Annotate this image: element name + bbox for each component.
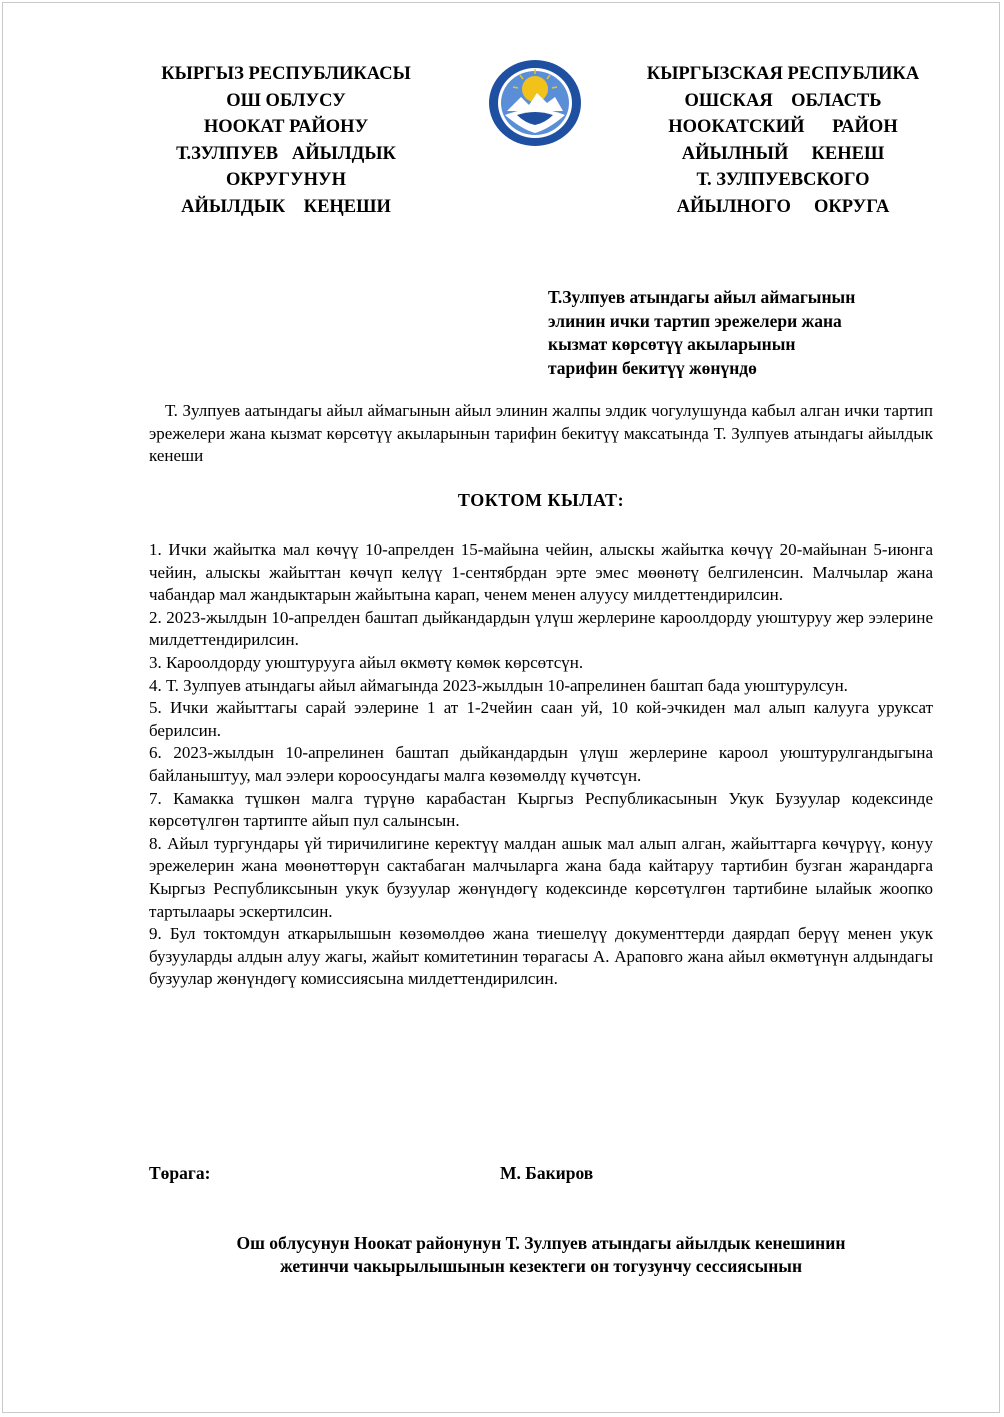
decree-item: 6. 2023-жылдын 10-апрелинен баштап дыйкандардын үлүш жерлерине кароол уюштурулгандыгына байланыштуу, мал ээлери короосундагы малга көзөмөлдү күчөтсүн. bbox=[149, 743, 933, 785]
header-kyrgyz-block bbox=[136, 61, 436, 220]
footer-line: Ош облусунун Ноокат районунун Т. Зулпуев атындагы айылдык кенешинин bbox=[236, 1233, 846, 1253]
header-right-line: АЙЫЛНОГО ОКРУГА bbox=[676, 196, 890, 217]
header-left-line: ОКРУГУНУН bbox=[226, 170, 346, 190]
document-subject bbox=[548, 286, 948, 380]
subject-line: элинин ички тартип эрежелери жана bbox=[548, 310, 842, 331]
header-left-line: Т.ЗУЛПУЕВ АЙЫЛДЫК bbox=[176, 143, 396, 164]
preamble-paragraph: Т. Зулпуев аатындагы айыл аймагынын айыл элинин жалпы элдик чогулушунда кабыл алган ички тартип эрежелери жана кызмат көрсөтүү акыларынын тарифин бекитүү максатында Т. Зулпуев атындагы айылдык кенеши bbox=[149, 401, 933, 466]
subject-line: кызмат көрсөтүү акыларынын bbox=[548, 334, 796, 354]
subject-line: тарифин бекитүү жөнүндө bbox=[548, 357, 757, 378]
header-left-line: АЙЫЛДЫК КЕҢЕШИ bbox=[181, 196, 391, 217]
decree-item: 9. Бул токтомдун аткарылышын көзөмөлдөө жана тиешелүү документтерди даярдап берүү менен укук бузууларды алдын алуу жагы, жайыт комитетинин төрагасы А. Араповго жана айыл өкмөтүнүн алдындагы бузуулар жөнүндөгү комиссиясына милдеттендирилсин. bbox=[149, 924, 933, 989]
header-right-line: Т. ЗУЛПУЕВСКОГО bbox=[696, 170, 870, 190]
signature-label: Төрага: bbox=[149, 1163, 211, 1183]
document-page bbox=[2, 2, 1000, 1413]
header-right-line: ОШСКАЯ ОБЛАСТЬ bbox=[684, 90, 882, 111]
header-left-line: ОШ ОБЛУСУ bbox=[226, 90, 346, 111]
header-russian-block bbox=[618, 61, 948, 220]
state-emblem-icon bbox=[487, 59, 583, 147]
session-footer bbox=[149, 1232, 933, 1278]
header-right-line: НООКАТСКИЙ РАЙОН bbox=[668, 117, 898, 137]
footer-line: жетинчи чакырылышынын кезектеги он тогузунчу сессиясынын bbox=[279, 1256, 803, 1276]
decree-item: 7. Камакка түшкөн малга түрүнө карабастан Кыргыз Республикасынын Укук Бузуулар кодексинде көрсөтүлгөн тартипте айып пул салынсын. bbox=[149, 788, 933, 831]
decree-items-list bbox=[149, 539, 933, 991]
header-left-line: КЫРГЫЗ РЕСПУБЛИКАСЫ bbox=[161, 64, 411, 84]
header-right-line: КЫРГЫЗСКАЯ РЕСПУБЛИКА bbox=[646, 64, 920, 84]
header-right-line: АЙЫЛНЫЙ КЕНЕШ bbox=[681, 143, 885, 164]
decree-title: ТОКТОМ КЫЛАТ: bbox=[457, 490, 625, 510]
header-left-line: НООКАТ РАЙОНУ bbox=[203, 117, 369, 137]
decree-item: 4. Т. Зулпуев атындагы айыл аймагында 2023-жылдын 10-апрелинен баштап бада уюштурулсун. bbox=[149, 675, 848, 695]
subject-line: Т.Зулпуев атындагы айыл аймагынын bbox=[548, 287, 856, 307]
decree-item: 3. Кароолдорду уюштурууга айыл өкмөтү көмөк көрсөтсүн. bbox=[149, 652, 584, 672]
decree-item: 1. Ички жайытка мал көчүү 10-апрелден 15-майына чейин, алыскы жайытка көчүү 20-майынан 5-июнга чейин, алыскы жайыттан көчүп келүү 1-сентябрдан эрте эмес мөөнөтү белгиленсин. Малчылар жана чабандар мал жандыктарын жайытына карап, ченем менен алуусу милдеттендирилсин. bbox=[149, 540, 933, 605]
decree-item: 5. Ички жайыттагы сарай ээлерине 1 ат 1-2чейин саан уй, 10 кой-эчкиден мал алып калууга уруксат берилсин. bbox=[149, 698, 933, 740]
signature-name: М. Бакиров bbox=[500, 1163, 594, 1183]
decree-item: 2. 2023-жылдын 10-апрелден баштап дыйкандардын үлүш жерлерине кароолдорду уюштуруу жер ээлерине милдеттендирилсин. bbox=[149, 607, 933, 650]
decree-item: 8. Айыл тургундары үй тиричилигине керектүү малдан ашык мал алып алган, жайыттарга көчүрүү, конуу эрежелерин жана мөөнөттөрүн сактабаган малчыларга жана бада кайтаруу тартибин бузган жарандарга Кыргыз Республиксынын укук бузуулар жөнүндөгү кодексинде көрсөтүлгөн тартибине ылайык жоопко тартылаары эскертилсин. bbox=[149, 833, 933, 921]
